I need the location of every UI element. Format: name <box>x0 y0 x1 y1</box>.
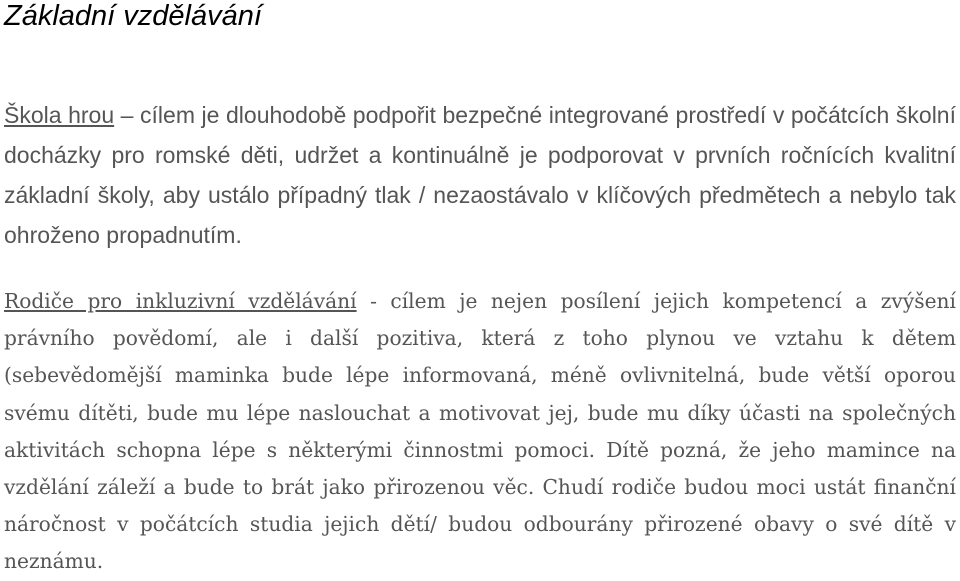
page-title: Základní vzdělávání <box>4 0 262 32</box>
skola-hrou-link[interactable]: Škola hrou <box>4 102 115 128</box>
rodice-text: - cílem je nejen posílení jejich kompetencí a zvýšení právního povědomí, ale i další pozitiva, která z toho plynou ve vztahu k dětem (sebevědomější maminka bude lépe informovaná, méně ovlivnitelná, bude větší oporou svému dítěti, bude mu lépe naslouchat a motivovat jej, bude mu díky účasti na společných aktivitách schopna lépe s některými činnostmi pomoci. Dítě pozná, že jeho mamince na vzdělání záleží a bude to brát jako přirozenou věc. Chudí rodiče budou moci ustát finanční náročnost v počátcích studia jejich dětí/ budou odbourány přirozené obavy o své dítě v neznámu. <box>4 289 956 574</box>
paragraph-rodice <box>4 283 956 581</box>
paragraph-skola-hrou <box>4 95 956 255</box>
skola-hrou-text: – cílem je dlouhodobě podpořit bezpečné integrované prostředí v počátcích školní docházky pro romské děti, udržet a kontinuálně je podporovat v prvních ročnících kvalitní základní školy, aby ustálo případný tlak / nezaostávalo v klíčových předmětech a nebylo tak ohroženo propadnutím. <box>4 102 956 248</box>
rodice-link[interactable]: Rodiče pro inkluzivní vzdělávání <box>4 289 357 313</box>
